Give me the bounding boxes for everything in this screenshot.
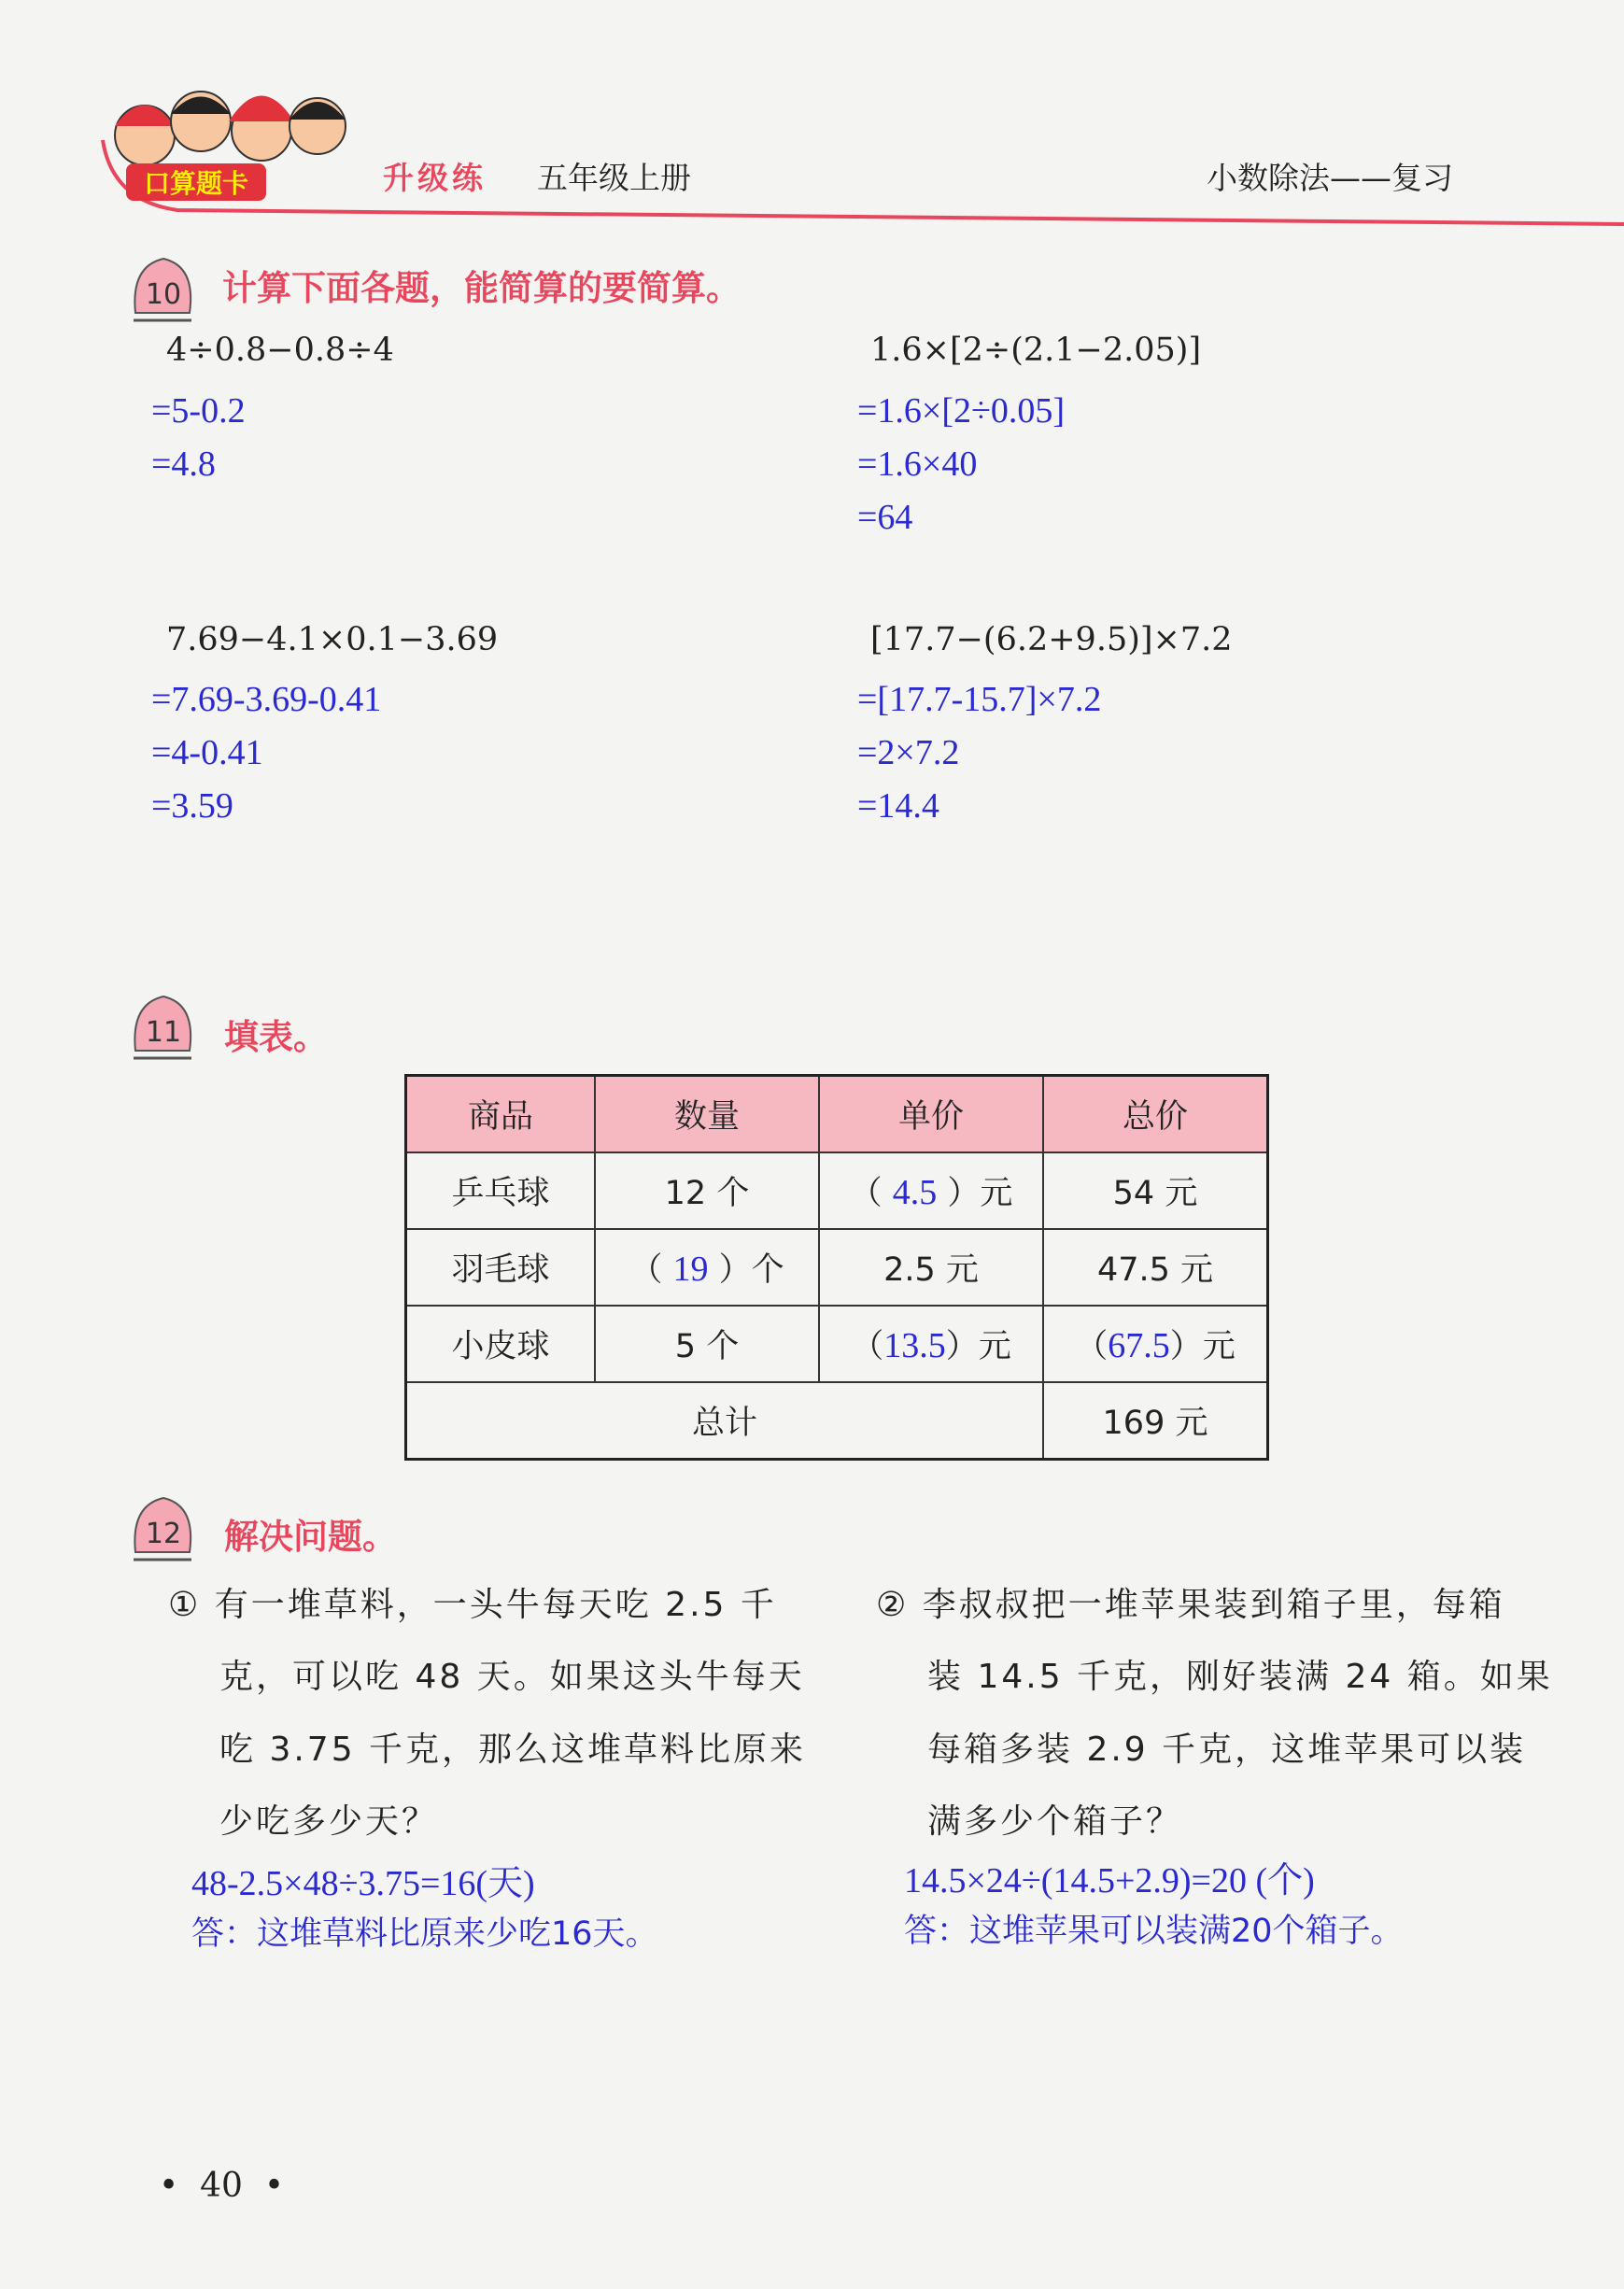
- table-row: [406, 1229, 1268, 1306]
- answer-step: =4.8: [151, 445, 216, 484]
- table-row: [406, 1306, 1268, 1382]
- problem-text: 装 14.5 千克，刚好装满 24 箱。如果: [927, 1658, 1553, 1696]
- answer-step: =5-0.2: [151, 391, 246, 431]
- filled-answer: 67.5: [1108, 1326, 1170, 1365]
- table-row: [406, 1152, 1268, 1229]
- total-price-cell: 47.5 元: [1043, 1229, 1268, 1306]
- item-name: 羽毛球: [406, 1229, 596, 1306]
- expression: 4÷0.8−0.8÷4: [166, 332, 394, 369]
- series-name: 升级练: [383, 160, 487, 196]
- question-badge-icon: [126, 985, 199, 1069]
- kids-logo-icon: [98, 56, 378, 205]
- problem-text: 满多少个箱子？: [927, 1802, 1183, 1841]
- answer-step: =14.4: [857, 786, 939, 826]
- question-number: 10: [145, 278, 182, 311]
- answer-step: =7.69-3.69-0.41: [151, 680, 382, 719]
- filled-answer: 19: [672, 1250, 709, 1289]
- question-title: 解决问题。: [224, 1517, 397, 1557]
- answer-sentence: 答：这堆草料比原来少吃16天。: [191, 1915, 658, 1953]
- answer-step: =4-0.41: [151, 733, 263, 772]
- question-badge-icon: [126, 247, 199, 332]
- answer-step: =[17.7-15.7]×7.2: [857, 680, 1102, 719]
- item-name: 乒乓球: [406, 1152, 596, 1229]
- answer-sentence: 答：这堆苹果可以装满20个箱子。: [904, 1913, 1404, 1950]
- problem-text: 克，可以吃 48 天。如果这头牛每天: [219, 1658, 805, 1696]
- column-header: 数量: [595, 1076, 819, 1153]
- expression: 1.6×[2÷(2.1−2.05)]: [870, 332, 1202, 369]
- item-name: 小皮球: [406, 1306, 596, 1382]
- answer-step: =3.59: [151, 786, 233, 826]
- logo-text: 口算题卡: [143, 168, 249, 199]
- expression: 7.69−4.1×0.1−3.69: [166, 621, 499, 658]
- question-number: 12: [145, 1518, 182, 1550]
- answer-step: =1.6×[2÷0.05]: [857, 391, 1066, 431]
- problem-text: ① 有一堆草料，一头牛每天吃 2.5 千: [168, 1586, 777, 1624]
- quantity-cell: 12 个: [595, 1152, 819, 1229]
- column-header: 总价: [1043, 1076, 1268, 1153]
- problem-text: 少吃多少天？: [219, 1802, 439, 1841]
- filled-answer: 4.5: [892, 1173, 938, 1212]
- unit-price-cell: 2.5 元: [819, 1229, 1043, 1306]
- table-header-row: [406, 1076, 1268, 1153]
- topic-label: 小数除法——复习: [1207, 160, 1453, 196]
- problem-text: 每箱多装 2.9 千克，这堆苹果可以装: [927, 1731, 1527, 1769]
- answer-step: =1.6×40: [857, 445, 978, 484]
- grade-label: 五年级上册: [537, 160, 691, 196]
- answer-step: =2×7.2: [857, 733, 960, 772]
- total-value: 169 元: [1043, 1382, 1268, 1460]
- table-total-row: [406, 1382, 1268, 1460]
- question-number: 11: [145, 1016, 182, 1049]
- total-price-cell: （67.5）元: [1043, 1306, 1268, 1382]
- answer-step: =64: [857, 498, 913, 537]
- quantity-cell: 5 个: [595, 1306, 819, 1382]
- goods-table: [404, 1074, 1269, 1461]
- problem-text: 吃 3.75 千克，那么这堆草料比原来: [219, 1731, 807, 1769]
- problem-text: ② 李叔叔把一堆苹果装到箱子里，每箱: [876, 1586, 1505, 1624]
- column-header: 单价: [819, 1076, 1043, 1153]
- calculation: 48-2.5×48÷3.75=16(天): [191, 1864, 535, 1903]
- question-title: 计算下面各题，能简算的要简算。: [222, 268, 741, 308]
- total-label: 总计: [406, 1382, 1044, 1460]
- question-title: 填表。: [224, 1017, 328, 1057]
- expression: [17.7−(6.2+9.5)]×7.2: [870, 621, 1233, 658]
- filled-answer: 13.5: [883, 1326, 946, 1365]
- page-number: • 40 •: [159, 2167, 285, 2205]
- total-price-cell: 54 元: [1043, 1152, 1268, 1229]
- unit-price-cell: （13.5）元: [819, 1306, 1043, 1382]
- quantity-cell: （ 19 ）个: [595, 1229, 819, 1306]
- unit-price-cell: （ 4.5 ）元: [819, 1152, 1043, 1229]
- calculation: 14.5×24÷(14.5+2.9)=20 (个): [904, 1861, 1315, 1900]
- column-header: 商品: [406, 1076, 596, 1153]
- question-badge-icon: [126, 1487, 199, 1571]
